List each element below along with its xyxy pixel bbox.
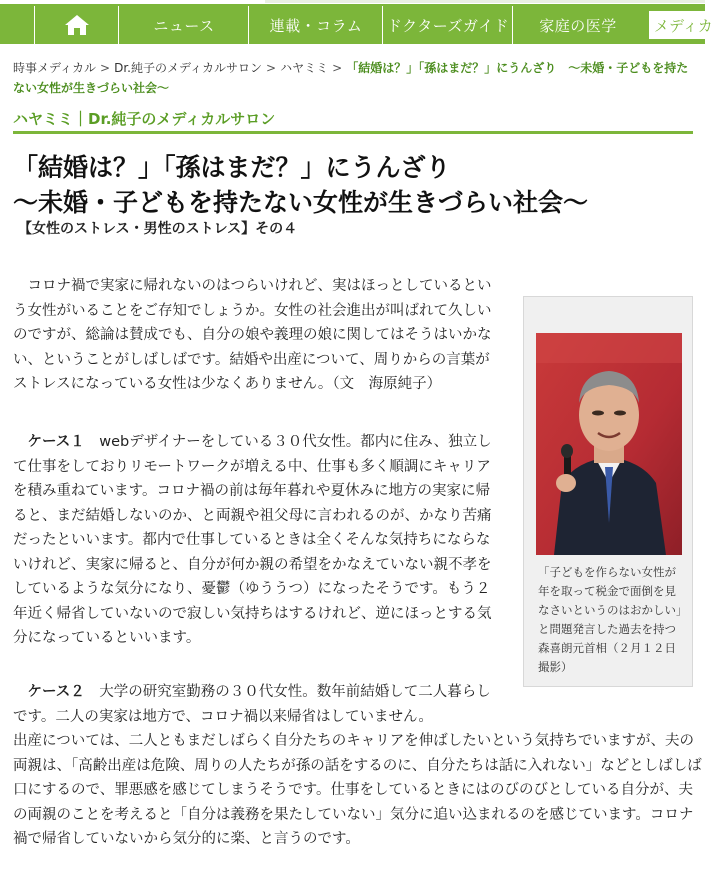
article-figure (523, 296, 693, 687)
breadcrumb-separator: > (266, 61, 277, 75)
title-line-2: ～未婚・子どもを持たない女性が生きづらい社会～ (13, 188, 589, 217)
breadcrumb-separator: > (100, 61, 111, 75)
case-2-first-part (13, 680, 495, 729)
home-icon (64, 13, 90, 37)
section-label[interactable]: ハヤミミ｜Dr.純子のメディカルサロン (13, 110, 276, 128)
breadcrumb-separator: > (332, 61, 343, 75)
article-subtitle: 【女性のストレス・男性のストレス】その４ (18, 221, 298, 237)
nav-home-medicine[interactable]: 家庭の医学 (512, 6, 643, 44)
nav-news[interactable]: ニュース (118, 6, 249, 44)
case-1-paragraph (13, 430, 495, 651)
breadcrumb-current: 「結婚は？」「孫はまだ？」にうんざり ～未婚・子どもを持たない女性が生きづらい社会～ (13, 61, 689, 95)
top-divider (265, 0, 705, 3)
breadcrumb-item[interactable]: Dr.純子のメディカルサロン (114, 61, 263, 75)
case-2-text-b: 出産については、二人ともまだしばらく自分たちのキャリアを伸ばしたいという気持ちでいますが、夫の両親は、「高齢出産は危険、周りの人たちが孫の話をするのに、自分たちは話に入れない」などとしばしば口にするので、罪悪感を感じてしまうそうです。仕事をしているときにはのびのびとしている自分が、夫の両親のことを考えると「自分は義務を果たしていない」気分に追い込まれるのを感じています。コロナ禍で帰省していないから気分的に楽、と言うのです。 (13, 733, 702, 847)
nav-medical-current[interactable]: メディカ (649, 11, 709, 39)
case-1-lead: ケース１ (13, 434, 85, 450)
breadcrumb-item[interactable]: ハヤミミ (280, 61, 329, 75)
breadcrumb-item[interactable]: 時事メディカル (13, 61, 97, 75)
figure-photo[interactable] (536, 333, 682, 555)
case-2-text-a: 大学の研究室勤務の３０代女性。数年前結婚して二人暮らしです。二人の実家は地方で、コロナ禍以来帰省はしていません。 (13, 684, 491, 725)
photo-illustration (536, 333, 682, 555)
title-line-1: 「結婚は？」「孫はまだ？」にうんざり (13, 153, 451, 182)
breadcrumb (13, 58, 693, 98)
nav-doctors-guide[interactable]: ドクターズガイド (382, 6, 513, 44)
case-2-lead: ケース２ (13, 684, 85, 700)
figure-caption: 「子どもを作らない女性が年を取って税金で面倒を見なさいというのはおかしい」と問題発言した過去を持つ森喜朗元首相（２月１２日撮影） (538, 565, 682, 674)
case-2-paragraph (13, 680, 703, 852)
top-navigation (0, 0, 713, 44)
section-divider (13, 131, 693, 134)
nav-home-button[interactable] (34, 6, 119, 44)
nav-series-column[interactable]: 連載・コラム (248, 6, 383, 44)
page-title (13, 150, 703, 220)
case-1-text: webデザイナーをしている３０代女性。都内に住み、独立して仕事をしておりリモートワークが増える中、仕事も多く順調にキャリアを積み重ねています。コロナ禍の前は毎年暮れや夏休みに地方の実家に帰ると、まだ結婚しないのか、と両親や祖父母に言われるのが、かなり苦痛だったといいます。都内で仕事しているときは全くそんな気持ちにならないけれど、実家に帰ると、自分が何か親の希望をかなえていない親不孝をしているような気分になり、憂鬱（ゆううつ）になったそうです。もう２年近く帰省していないので寂しい気持ちはするけれど、逆にほっとする気分になっているといいます。 (13, 434, 492, 646)
article-intro: コロナ禍で実家に帰れないのはつらいけれど、実はほっとしているという女性がいることをご存知でしょうか。女性の社会進出が叫ばれて久しいのですが、総論は賛成でも、自分の娘や義理の娘に関してはそうはいかない、ということがしばしばです。結婚や出産について、周りからの言葉がストレスになっている女性は少なくありません。（文 海原純子） (13, 278, 492, 392)
